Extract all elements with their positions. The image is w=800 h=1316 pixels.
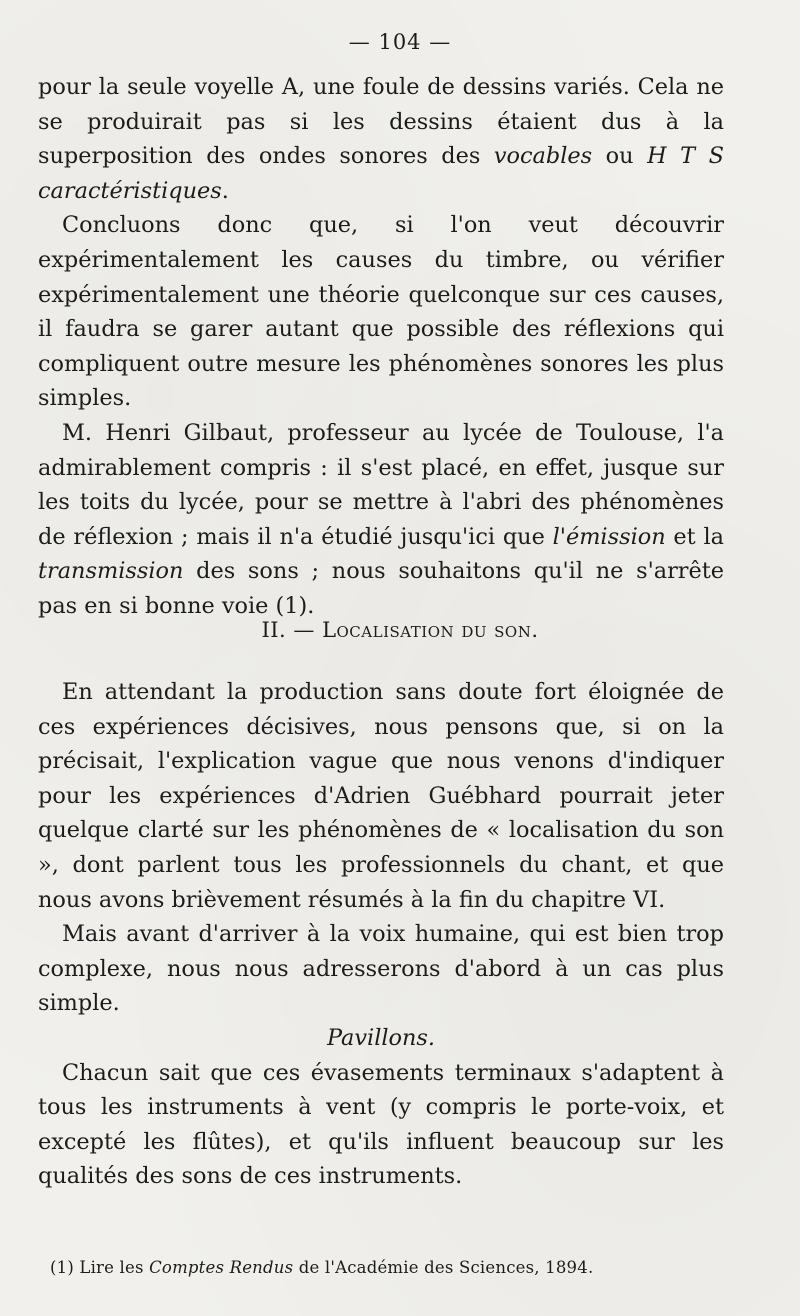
paragraph-3-text-c: des sons ; nous souhaitons qu'il ne s'arrête pas en si bonne voie (1). [38, 558, 724, 619]
paragraph-1-italic-vocables: vocables [493, 143, 593, 170]
text-block-upper [38, 70, 724, 624]
section-title: Localisation du son. [322, 618, 539, 642]
paragraph-1 [38, 70, 724, 208]
subheading-pavillons: Pavillons. [326, 1024, 436, 1051]
page-number: — 104 — [348, 30, 452, 54]
paragraph-1-text-a: pour la seule voyelle A, une foule de dessins variés. Cela ne se produirait pas si les dessins étaient dus à la superposition des ondes sonores des [38, 74, 724, 170]
paragraph-3-italic-emission: l'émission [552, 523, 666, 550]
paragraph-3-text-b: et la [665, 523, 724, 550]
footnote-text-a: (1) Lire les [50, 1258, 150, 1277]
section-heading [0, 618, 800, 642]
section-number: II. — [261, 618, 323, 642]
paragraph-3-text-a: M. Henri Gilbaut, professeur au lycée de Toulouse, l'a admirablement compris : il s'est placé, en effet, jusque sur les toits du lycée, pour se mettre à l'abri des phénomènes de réflexion ; mais il n'a étudié jusqu'ici que [38, 419, 724, 550]
paragraph-1-text-c: . [221, 177, 229, 204]
paragraph-5: Mais avant d'arriver à la voix humaine, qui est bien trop complexe, nous nous adresserons d'abord à un cas plus simple. [38, 921, 724, 1017]
footnote-text-b: de l'Académie des Sciences, 1894. [293, 1258, 594, 1277]
paragraph-6: Chacun sait que ces évasements terminaux s'adaptent à tous les instruments à vent (y compris le porte-voix, et excepté les flûtes), et qu'ils influent beaucoup sur les qualités des sons de ces instruments. [38, 1059, 724, 1190]
paragraph-3 [38, 416, 724, 624]
paragraph-4: En attendant la production sans doute fort éloignée de ces expériences décisives, nous pensons que, si on la précisait, l'explication vague que nous venons d'indiquer pour les expériences d'Adrien Guébhard pourrait jeter quelque clarté sur les phénomènes de « localisation du son », dont parlent tous les professionnels du chant, et que nous avons brièvement résumés à la fin du chapitre VI. [38, 679, 724, 913]
paragraph-1-italic-hts: H T S caractéristiques [38, 143, 724, 204]
footnote-italic: Comptes Rendus [149, 1258, 294, 1277]
paragraph-3-italic-transmission: transmission [38, 558, 184, 585]
footnote [50, 1257, 750, 1279]
paragraph-1-text-b: ou [592, 143, 648, 170]
paragraph-2: Concluons donc que, si l'on veut découvrir expérimentalement les causes du timbre, ou vérifier expérimentalement une théorie quelconque sur ces causes, il faudra se garer autant que possible des réflexions qui compliquent outre mesure les phénomènes sonores les plus simples. [38, 212, 724, 412]
text-block-lower [38, 675, 724, 1194]
